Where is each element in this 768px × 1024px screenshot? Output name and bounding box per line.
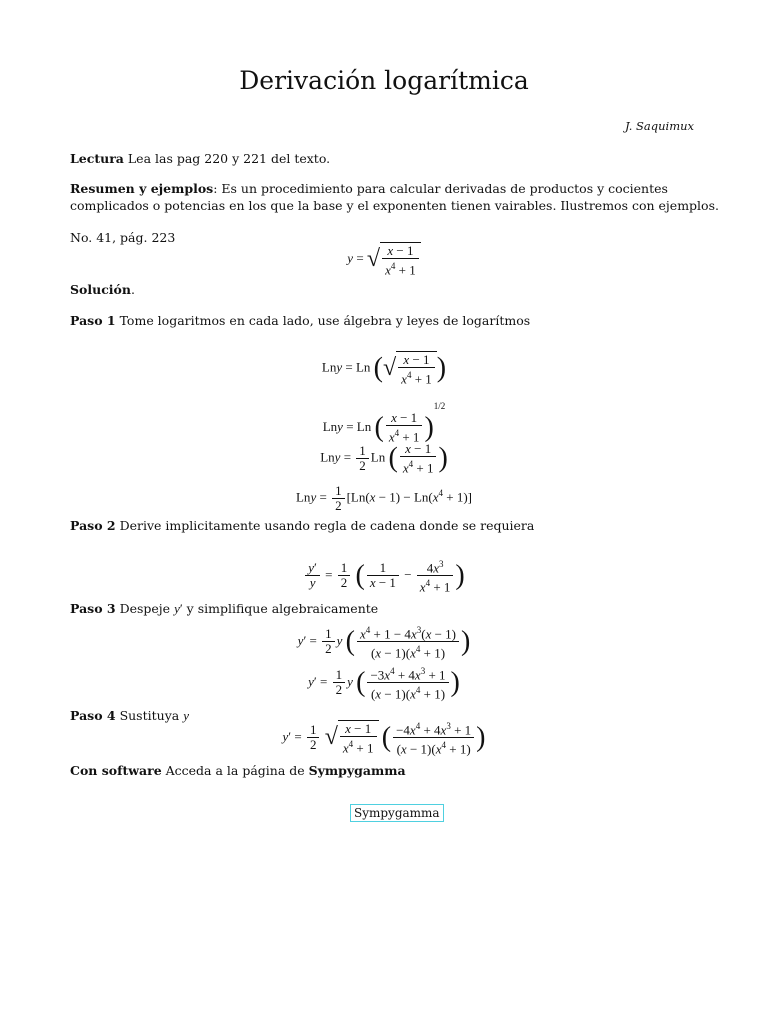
paso1-text: Tome logaritmos en cada lado, use álgebra y leyes de logarítmos bbox=[115, 313, 531, 328]
paso2-text: Derive implicitamente usando regla de cadena donde se requiera bbox=[115, 518, 535, 533]
software-paragraph: Con software Acceda a la página de Sympygamma bbox=[70, 763, 406, 778]
paso2-label: Paso 2 bbox=[70, 518, 116, 533]
lectura-text: Lea las pag 220 y 221 del texto. bbox=[123, 151, 331, 166]
equation-step4: y′ = $\frac{1}{2}$ √ $\frac{x - 1}{x^4 + 1}$ ( $\frac{-4x^4 + 4x^3 + 1}{(x - 1)(x^4 + 1)}$ ) bbox=[282, 721, 486, 757]
sympygamma-link[interactable]: Sympygamma bbox=[350, 804, 444, 822]
author: J. Saquimux bbox=[624, 119, 694, 133]
paso4-paragraph: Paso 4 Sustituya y bbox=[70, 708, 189, 723]
resumen-paragraph bbox=[70, 180, 720, 214]
solucion-heading: Solución. bbox=[70, 282, 135, 297]
paso1-label: Paso 1 bbox=[70, 313, 116, 328]
equation-step1-b: Lny = Ln ( $\frac{x - 1}{x^4 + 1}$ )$^{1/2}$ bbox=[322, 401, 446, 445]
page-title: Derivación logarítmica bbox=[239, 66, 529, 95]
problem-reference: No. 41, pág. 223 bbox=[70, 230, 176, 245]
equation-step1-d: Lny = $\frac{1}{2}$ $[Ln(x - 1) - Ln(x^4 + 1)]$ bbox=[295, 483, 472, 513]
equation-step2: $\frac{y'}{y}$ = $\frac{1}{2}$ ( $\frac{1}{x - 1}$ − $\frac{4x^3}{x^4 + 1}$ ) bbox=[0, 557, 768, 595]
resumen-text: : Es un procedimiento para calcular derivadas de productos y cocientes complicados o potencias en los que la base y el exponenten tienen vairables. Ilustremos con ejemplos. bbox=[70, 181, 719, 213]
equation-original: y = √ $\frac{x - 1}{x^4 + 1}$ bbox=[0, 242, 768, 277]
software-name: Sympygamma bbox=[308, 763, 406, 778]
resumen-label: Resumen y ejemplos bbox=[70, 181, 214, 196]
equation-step3-a: y′ = $\frac{1}{2}$ y ( $\frac{x^4 + 1 - 4x^3(x - 1)}{(x - 1)(x^4 + 1)}$ ) bbox=[297, 625, 471, 661]
paso3-paragraph: Paso 3 Despeje y′ y simplifique algebraicamente bbox=[70, 601, 379, 616]
equation-step1-a: Lny = Ln (√ $\frac{x - 1}{x^4 + 1}$ ) bbox=[321, 352, 447, 387]
software-label: Con software bbox=[70, 763, 162, 778]
paso1-paragraph bbox=[70, 312, 720, 329]
paso4-label: Paso 4 bbox=[70, 708, 116, 723]
paso3-label: Paso 3 bbox=[70, 601, 116, 616]
lectura-paragraph bbox=[70, 150, 720, 167]
equation-step3-b: y′ = $\frac{1}{2}$ y ( $\frac{-3x^4 + 4x^3 + 1}{(x - 1)(x^4 + 1)}$ ) bbox=[308, 666, 460, 702]
equation-step1-c: Lny = $\frac{1}{2}$ Ln ( $\frac{x - 1}{x^4 + 1}$ ) bbox=[320, 441, 448, 476]
lectura-label: Lectura bbox=[70, 151, 124, 166]
paso2-paragraph bbox=[70, 517, 720, 534]
